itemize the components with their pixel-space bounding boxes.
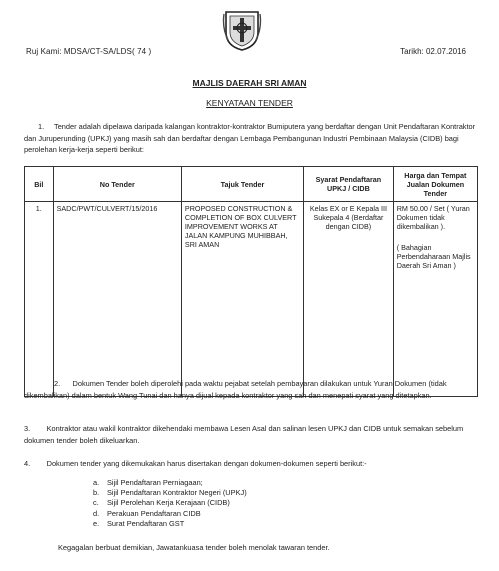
para-1-number: 1. — [38, 122, 45, 131]
list-item: a. Sijil Pendaftaran Perniagaan; — [93, 478, 203, 487]
para-4-text — [24, 458, 479, 470]
para-1-text: Tender adalah dipelawa daripada kalangan kontraktor-kontraktor Bumiputera yang berdaftar dengan Unit Pendaftaran Kontraktor dan Juruperunding (UPKJ) yang masih sah dan berdaftar dengan Lembaga Pembangunan Industri Pembinaan Malaysia (CIDB) bagi perolehan kerja-kerja seperti berikut: — [24, 122, 476, 154]
list-item: e. Surat Pendaftaran GST — [93, 518, 185, 528]
para-3-number: 3. — [24, 424, 31, 433]
council-crest-logo — [222, 8, 262, 52]
list-item: c. Sijil Perolehan Kerja Kerajaan (CIDB) — [93, 498, 230, 508]
reference-number: Ruj Kami: MDSA/CT-SA/LDS( 74 ) — [26, 47, 152, 56]
cell-bil: 1. — [25, 202, 54, 397]
notice-date: Tarikh: 02.07.2016 — [400, 47, 466, 56]
para-4-body: Dokumen tender yang dikemukakan harus disertakan dengan dokumen-dokumen seperti berikut:- — [46, 459, 367, 468]
cell-tajuk: PROPOSED CONSTRUCTION & COMPLETION OF BOX CULVERT IMPROVEMENT WORKS AT JALAN KAMPUNG MUHIBBAH, SRI AMAN — [181, 202, 303, 397]
list-item: d. Perakuan Pendaftaran CIDB — [93, 508, 201, 518]
table-header-row — [25, 167, 478, 202]
para-4-number: 4. — [24, 459, 31, 468]
harga-price: RM 50.00 / Set ( Yuran Dokumen tidak dikembalikan ). — [396, 204, 470, 231]
tender-table — [24, 166, 478, 397]
closing-statement: Kegagalan berbuat demikian, Jawatankuasa tender boleh menolak tawaran tender. — [58, 543, 330, 552]
required-documents-list — [93, 478, 247, 529]
organization-name: MAJLIS DAERAH SRI AMAN — [192, 78, 307, 88]
col-tajuk-tender: Tajuk Tender — [181, 167, 303, 202]
list-item: b. Sijil Pendaftaran Kontraktor Negeri (UPKJ) — [93, 488, 247, 498]
para-2-body: Dokumen Tender boleh diperolehi pada waktu pejabat setelah pembayaran dilakukan untuk Yuran Dokumen (tidak dikembalikan) dalam bentuk Wang Tunai dan hanya dijual kepada kontraktor yang sah dan menepati syarat yang ditetapkan. — [24, 379, 447, 400]
notice-title: KENYATAAN TENDER — [206, 98, 293, 108]
cell-syarat: Kelas EX or E Kepala III Sukepala 4 (Berdaftar dengan CIDB) — [304, 202, 394, 397]
cell-no-tender: SADC/PWT/CULVERT/15/2016 — [53, 202, 181, 397]
table-row — [25, 202, 478, 397]
para-2-text — [24, 378, 479, 401]
col-harga: Harga dan Tempat Jualan Dokumen Tender — [393, 167, 477, 202]
col-no-tender: No Tender — [53, 167, 181, 202]
col-bil: Bil — [25, 167, 54, 202]
cell-harga — [393, 202, 477, 397]
para-2-number: 2. — [54, 379, 61, 388]
para-3-body: Kontraktor atau wakil kontraktor dikehendaki membawa Lesen Asal dan salinan lesen UPKJ dan CIDB untuk semakan sebelum dokumen tender boleh dikeluarkan. — [24, 424, 464, 445]
col-syarat: Syarat Pendaftaran UPKJ / CIDB — [304, 167, 394, 202]
para-3-text — [24, 423, 479, 446]
harga-location: ( Bahagian Perbendaharaan Majlis Daerah Sri Aman ) — [396, 243, 471, 270]
